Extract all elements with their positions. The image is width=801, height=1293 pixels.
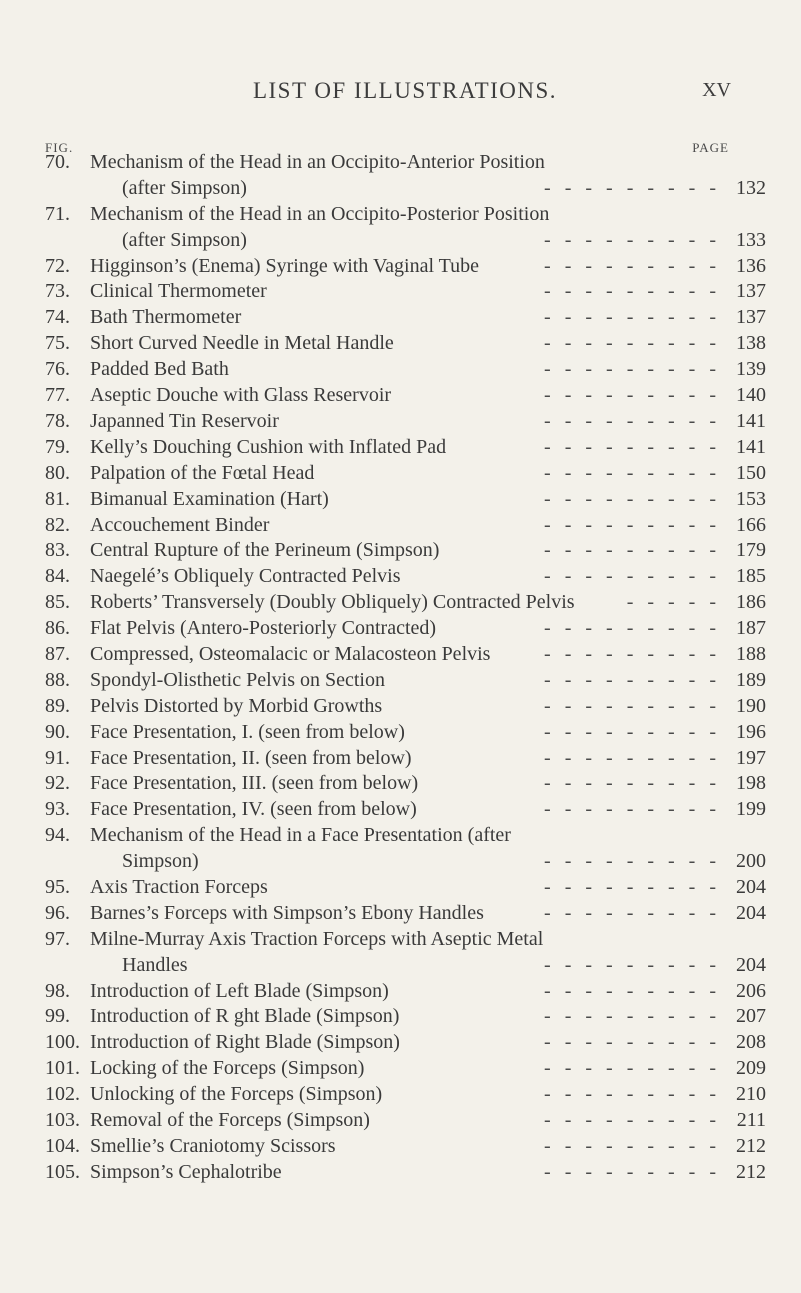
leader-dots: - - - - - - - - - — [544, 487, 716, 510]
figure-number: 89. — [45, 694, 70, 717]
running-head — [0, 78, 801, 108]
list-item — [0, 513, 801, 539]
page-ref: 204 — [736, 875, 766, 898]
list-item — [0, 979, 801, 1005]
leader-dots: - - - - - - - - - — [544, 979, 716, 1002]
figure-title: Padded Bed Bath — [90, 358, 229, 381]
list-item — [0, 875, 801, 901]
page-ref: 204 — [736, 901, 766, 924]
leader-dots: - - - - - - - - - — [544, 228, 716, 251]
figure-number: 76. — [45, 358, 70, 381]
figure-number: 91. — [45, 746, 70, 769]
leader-dots: - - - - - - - - - — [544, 1057, 716, 1080]
leader-dots: - - - - - - - - - — [544, 1005, 716, 1028]
figure-title: Bath Thermometer — [90, 306, 242, 329]
list-item — [0, 538, 801, 564]
fig-column-label: FIG. — [45, 140, 74, 155]
figure-number: 77. — [45, 384, 70, 407]
figure-number: 78. — [45, 409, 70, 432]
figure-title: Spondyl-Olisthetic Pelvis on Section — [90, 668, 385, 691]
figure-number: 84. — [45, 565, 70, 588]
list-item — [0, 357, 801, 383]
leader-dots: - - - - - - - - - — [544, 617, 716, 640]
leader-dots: - - - - - - - - - — [544, 746, 716, 769]
page-ref: 197 — [736, 746, 766, 769]
figure-title: Accouchement Binder — [90, 513, 270, 536]
list-item — [0, 1082, 801, 1108]
figure-number: 94. — [45, 824, 70, 847]
figure-number: 72. — [45, 254, 70, 277]
page-ref: 189 — [736, 668, 766, 691]
leader-dots: - - - - - - - - - — [544, 694, 716, 717]
figure-title-continued: (after Simpson) — [122, 228, 247, 251]
list-item — [0, 564, 801, 590]
figure-number: 82. — [45, 513, 70, 536]
page-ref: 153 — [736, 487, 766, 510]
figure-number: 73. — [45, 280, 70, 303]
list-item — [0, 150, 801, 202]
figure-title: Japanned Tin Reservoir — [90, 409, 279, 432]
leader-dots: - - - - - - - - - — [544, 306, 716, 329]
page-ref: 212 — [736, 1160, 766, 1183]
leader-dots: - - - - - - - - - — [544, 435, 716, 458]
figure-number: 102. — [45, 1083, 80, 1106]
list-item — [0, 1056, 801, 1082]
list-item — [0, 642, 801, 668]
page-ref: 133 — [736, 228, 766, 251]
list-item — [0, 746, 801, 772]
leader-dots: - - - - - - - - - — [544, 539, 716, 562]
figure-title-continued: Simpson) — [122, 850, 199, 873]
figure-title: Unlocking of the Forceps (Simpson) — [90, 1083, 383, 1106]
figure-number: 75. — [45, 332, 70, 355]
list-item — [0, 202, 801, 254]
leader-dots: - - - - - - - - - — [544, 850, 716, 873]
list-item — [0, 279, 801, 305]
figure-number: 79. — [45, 435, 70, 458]
leader-dots: - - - - - - - - - — [544, 513, 716, 536]
leader-dots: - - - - - - - - - — [544, 720, 716, 743]
figure-title: Central Rupture of the Perineum (Simpson) — [90, 539, 440, 562]
leader-dots: - - - - - - - - - — [544, 1083, 716, 1106]
figure-number: 104. — [45, 1134, 80, 1157]
page-ref: 200 — [736, 850, 766, 873]
figure-title: Kelly’s Douching Cushion with Inflated Pad — [90, 435, 447, 458]
list-item — [0, 487, 801, 513]
figure-number: 86. — [45, 617, 70, 640]
list-item — [0, 331, 801, 357]
figure-title: Short Curved Needle in Metal Handle — [90, 332, 394, 355]
leader-dots: - - - - - - - - - — [544, 254, 716, 277]
leader-dots: - - - - - - - - - — [544, 798, 716, 821]
page-ref: 186 — [736, 591, 766, 614]
figure-number: 97. — [45, 927, 70, 950]
leader-dots: - - - - - - - - - — [544, 953, 716, 976]
leader-dots: - - - - - - - - - — [544, 280, 716, 303]
leader-dots: - - - - - - - - - — [544, 875, 716, 898]
figure-title: Mechanism of the Head in a Face Presentation (after — [90, 824, 511, 847]
figure-number: 74. — [45, 306, 70, 329]
list-item — [0, 1108, 801, 1134]
figure-title: Pelvis Distorted by Morbid Growths — [90, 694, 383, 717]
page-ref: 207 — [736, 1005, 766, 1028]
figure-title: Barnes’s Forceps with Simpson’s Ebony Handles — [90, 901, 484, 924]
figure-number: 90. — [45, 720, 70, 743]
leader-dots: - - - - - - - - - — [544, 901, 716, 924]
figure-title: Bimanual Examination (Hart) — [90, 487, 329, 510]
leader-dots: - - - - - - - - - — [544, 409, 716, 432]
list-item — [0, 1030, 801, 1056]
list-item — [0, 668, 801, 694]
figure-title: Higginson’s (Enema) Syringe with Vaginal Tube — [90, 254, 480, 277]
list-item — [0, 461, 801, 487]
figure-title: Flat Pelvis (Antero-Posteriorly Contracted) — [90, 617, 437, 640]
list-item — [0, 797, 801, 823]
page-ref: 196 — [736, 720, 766, 743]
page-ref: 198 — [736, 772, 766, 795]
leader-dots: - - - - - - - - - — [544, 772, 716, 795]
page-ref: 140 — [736, 384, 766, 407]
figure-title: Clinical Thermometer — [90, 280, 267, 303]
figure-title: Locking of the Forceps (Simpson) — [90, 1057, 365, 1080]
figure-number: 99. — [45, 1005, 70, 1028]
list-item — [0, 1004, 801, 1030]
figure-title-continued: (after Simpson) — [122, 176, 247, 199]
page-ref: 137 — [736, 306, 766, 329]
list-item — [0, 616, 801, 642]
page-ref: 166 — [736, 513, 766, 536]
page-ref: 212 — [736, 1134, 766, 1157]
page-ref: 188 — [736, 642, 766, 665]
running-title: LIST OF ILLUSTRATIONS. — [252, 78, 558, 103]
figure-title: Smellie’s Craniotomy Scissors — [90, 1134, 336, 1157]
figure-title: Aseptic Douche with Glass Reservoir — [90, 384, 392, 407]
list-item — [0, 409, 801, 435]
list-item — [0, 720, 801, 746]
page-ref: 187 — [736, 617, 766, 640]
leader-dots: - - - - - - - - - — [544, 565, 716, 588]
list-item — [0, 694, 801, 720]
leader-dots: - - - - - - - - - — [544, 1134, 716, 1157]
page-ref: 137 — [736, 280, 766, 303]
figure-title: Removal of the Forceps (Simpson) — [90, 1109, 370, 1132]
list-item — [0, 254, 801, 280]
figure-number: 71. — [45, 202, 70, 225]
figure-number: 95. — [45, 875, 70, 898]
leader-dots: - - - - - — [626, 591, 716, 614]
figure-number: 85. — [45, 591, 70, 614]
figure-title: Face Presentation, III. (seen from below) — [90, 772, 419, 795]
page-ref: 208 — [736, 1031, 766, 1054]
page-ref: 141 — [736, 409, 766, 432]
figure-number: 93. — [45, 798, 70, 821]
figure-title: Introduction of Left Blade (Simpson) — [90, 979, 389, 1002]
figure-number: 96. — [45, 901, 70, 924]
list-item — [0, 1160, 801, 1186]
figure-number: 87. — [45, 642, 70, 665]
figure-number: 81. — [45, 487, 70, 510]
page-ref: 132 — [736, 176, 766, 199]
leader-dots: - - - - - - - - - — [544, 1160, 716, 1183]
list-item — [0, 435, 801, 461]
figure-title-continued: Handles — [122, 953, 188, 976]
leader-dots: - - - - - - - - - — [544, 461, 716, 484]
figure-title: Simpson’s Cephalotribe — [90, 1160, 282, 1183]
page-ref: 211 — [736, 1109, 766, 1132]
figure-title: Face Presentation, I. (seen from below) — [90, 720, 405, 743]
list-item — [0, 823, 801, 875]
page-ref: 150 — [736, 461, 766, 484]
figure-number: 101. — [45, 1057, 80, 1080]
figure-number: 88. — [45, 668, 70, 691]
page-ref: 141 — [736, 435, 766, 458]
leader-dots: - - - - - - - - - — [544, 1031, 716, 1054]
figure-number: 92. — [45, 772, 70, 795]
figure-title: Introduction of R ght Blade (Simpson) — [90, 1005, 400, 1028]
page-number: XV — [702, 79, 731, 101]
page-ref: 206 — [736, 979, 766, 1002]
figure-number: 70. — [45, 151, 70, 173]
leader-dots: - - - - - - - - - — [544, 668, 716, 691]
list-item — [0, 1134, 801, 1160]
figure-number: 100. — [45, 1031, 80, 1054]
list-item — [0, 901, 801, 927]
page-column-label: PAGE — [692, 140, 729, 155]
figure-title: Roberts’ Transversely (Doubly Obliquely) Contracted Pelvis — [90, 591, 575, 614]
figure-number: 98. — [45, 979, 70, 1002]
figure-title: Face Presentation, IV. (seen from below) — [90, 798, 417, 821]
page-ref: 209 — [736, 1057, 766, 1080]
figure-title: Milne-Murray Axis Traction Forceps with Aseptic Metal — [90, 927, 544, 950]
figure-title: Compressed, Osteomalacic or Malacosteon Pelvis — [90, 642, 491, 665]
page-ref: 179 — [736, 539, 766, 562]
list-item — [0, 771, 801, 797]
list-item — [0, 383, 801, 409]
figure-number: 105. — [45, 1160, 80, 1183]
page-ref: 139 — [736, 358, 766, 381]
list-item — [0, 305, 801, 331]
figure-title: Naegelé’s Obliquely Contracted Pelvis — [90, 565, 401, 588]
leader-dots: - - - - - - - - - — [544, 332, 716, 355]
leader-dots: - - - - - - - - - — [544, 358, 716, 381]
figure-title: Introduction of Right Blade (Simpson) — [90, 1031, 400, 1054]
page-ref: 199 — [736, 798, 766, 821]
figure-title: Axis Traction Forceps — [90, 875, 268, 898]
leader-dots: - - - - - - - - - — [544, 642, 716, 665]
leader-dots: - - - - - - - - - — [544, 1109, 716, 1132]
figure-number: 80. — [45, 461, 70, 484]
figure-number: 83. — [45, 539, 70, 562]
page-ref: 190 — [736, 694, 766, 717]
page-ref: 138 — [736, 332, 766, 355]
figure-title: Mechanism of the Head in an Occipito-Posterior Position — [90, 202, 550, 225]
list-item — [0, 927, 801, 979]
figure-title: Face Presentation, II. (seen from below) — [90, 746, 412, 769]
page-ref: 185 — [736, 565, 766, 588]
figure-title: Mechanism of the Head in an Occipito-Anterior Position — [90, 151, 545, 173]
illustration-list — [0, 150, 801, 1186]
figure-number: 103. — [45, 1109, 80, 1132]
figure-title: Palpation of the Fœtal Head — [90, 461, 315, 484]
leader-dots: - - - - - - - - - — [544, 176, 716, 199]
leader-dots: - - - - - - - - - — [544, 384, 716, 407]
page-ref: 136 — [736, 254, 766, 277]
list-item — [0, 590, 801, 616]
page-ref: 204 — [736, 953, 766, 976]
page-ref: 210 — [736, 1083, 766, 1106]
